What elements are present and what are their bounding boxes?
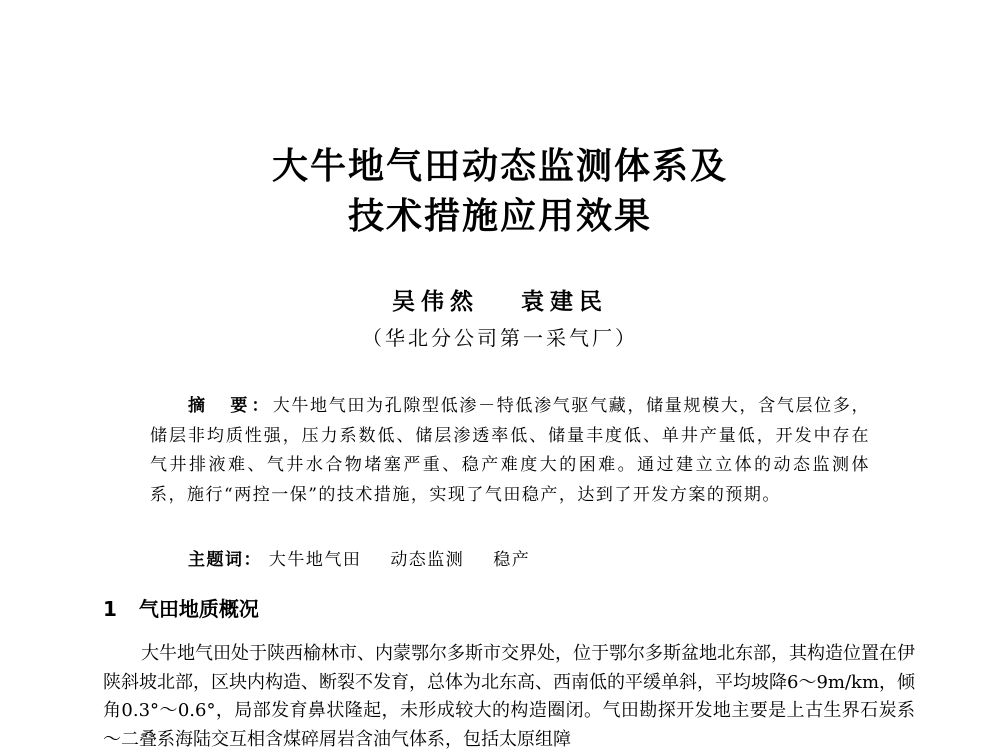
keyword-3: 稳产 — [493, 550, 531, 570]
author-1: 吴伟然 — [391, 288, 479, 315]
keyword-1: 大牛地气田 — [268, 550, 362, 570]
abstract — [150, 392, 870, 510]
section-heading — [103, 593, 259, 622]
keyword-2: 动态监测 — [390, 550, 465, 570]
keywords — [188, 545, 552, 570]
abstract-text: 大牛地气田为孔隙型低渗－特低渗气驱气藏，储量规模大，含气层位多，储层非均质性强，压力系数低、储层渗透率低、储量丰度低、单井产量低，开发中存在气井排液难、气井水合物堵塞严重、稳产难度大的困难。通过建立立体的动态监测体系，施行“两控一保”的技术措施，实现了气田稳产，达到了开发方案的预期。 — [150, 396, 871, 505]
authors — [0, 283, 1000, 316]
section-number: 1 — [103, 597, 117, 621]
section-title: 气田地质概况 — [138, 597, 259, 621]
paper-title-line-1: 大牛地气田动态监测体系及 — [271, 146, 728, 187]
body-paragraph: 大牛地气田处于陕西榆林市、内蒙鄂尔多斯市交界处，位于鄂尔多斯盆地北东部，其构造位置在伊陕斜坡北部，区块内构造、断裂不发育，总体为北东高、西南低的平缓单斜，平均坡降6～9m/km，倾角0.3°～0.6°，局部发育鼻状隆起，未形成较大的构造圈闭。气田勘探开发地主要是上古生界石炭系～二叠系海陆交互相含煤碎屑岩含油气体系，包括太原组障 — [103, 643, 916, 750]
abstract-label: 摘 要： — [188, 396, 273, 416]
author-2: 袁建民 — [521, 288, 608, 315]
keywords-label: 主题词： — [188, 550, 262, 570]
affiliation: （华北分公司第一采气厂） — [362, 326, 638, 350]
paper-title-line-2: 技术措施应用效果 — [347, 196, 652, 237]
